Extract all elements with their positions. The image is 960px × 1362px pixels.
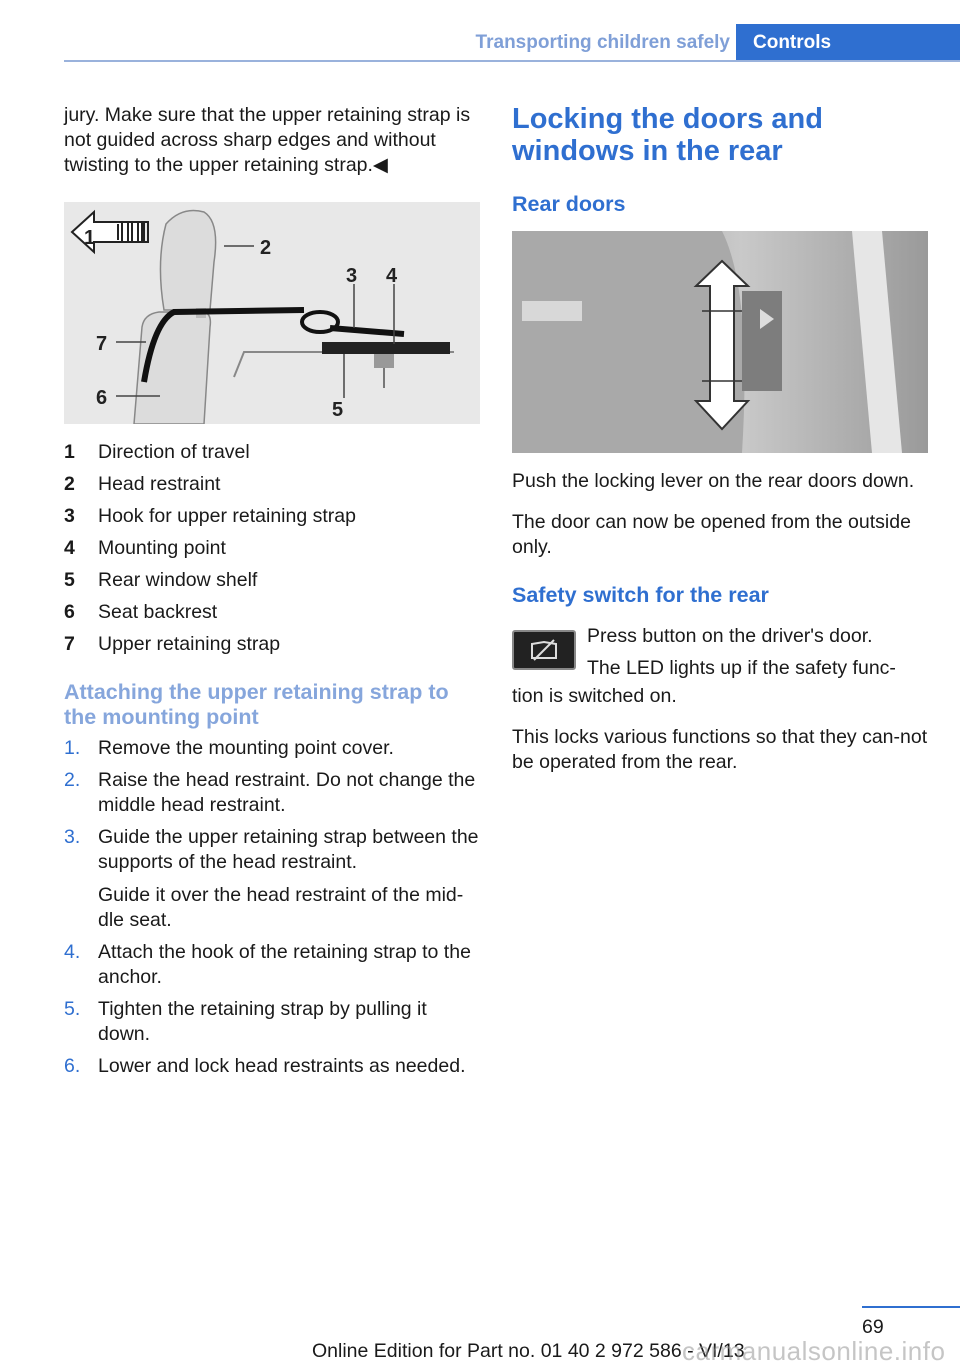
step-text: Raise the head restraint. Do not change the middle head restraint.	[98, 769, 476, 816]
rear-doors-paragraph-1: Push the locking lever on the rear doors down.	[512, 470, 915, 492]
attaching-steps-list	[64, 736, 482, 1079]
figure-legend	[64, 436, 482, 660]
legend-item	[64, 436, 482, 468]
section-title: Locking the doors and windows in the rear	[512, 103, 823, 167]
legend-text: Head restraint	[98, 473, 221, 495]
step-number: 4.	[64, 941, 81, 963]
figure-label-5: 5	[332, 399, 344, 421]
legend-text: Direction of travel	[98, 441, 250, 463]
legend-number: 3	[64, 505, 75, 527]
legend-number: 4	[64, 537, 75, 559]
legend-item	[64, 596, 482, 628]
running-header-tab: Controls	[736, 24, 960, 62]
step-text: Remove the mounting point cover.	[98, 737, 394, 759]
left-column	[64, 103, 482, 1086]
figure-label-6: 6	[96, 387, 108, 409]
header-rule	[64, 60, 960, 62]
window-lock-button-icon	[512, 630, 576, 670]
step-number: 6.	[64, 1055, 81, 1077]
step-text: Guide the upper retaining strap between the supports of the head restraint.	[98, 826, 479, 873]
legend-text: Hook for upper retaining strap	[98, 505, 356, 527]
figure-label-1: 1	[84, 227, 96, 249]
legend-number: 6	[64, 601, 75, 623]
step-text: Tighten the retaining strap by pulling it down.	[98, 998, 427, 1045]
step-item	[64, 1054, 482, 1079]
figure-label-3: 3	[346, 265, 358, 287]
legend-text: Mounting point	[98, 537, 226, 559]
child-seat-strap-figure	[64, 202, 480, 424]
legend-number: 2	[64, 473, 75, 495]
step-item	[64, 997, 482, 1047]
step-item	[64, 940, 482, 990]
step-item	[64, 768, 482, 818]
safety-switch-block	[512, 620, 932, 709]
figure-label-2: 2	[260, 237, 272, 259]
legend-item	[64, 468, 482, 500]
watermark: carmanualsonline.info	[682, 1336, 946, 1362]
safety-switch-line-1: Press button on the driver's door.	[587, 625, 873, 647]
rear-door-lock-photo	[512, 231, 928, 453]
rear-doors-paragraph-2: The door can now be opened from the outside only.	[512, 511, 911, 558]
step-text: Attach the hook of the retaining strap to the anchor.	[98, 941, 471, 988]
legend-number: 1	[64, 441, 75, 463]
step-text: Lower and lock head restraints as needed.	[98, 1055, 466, 1077]
footer-edition: Online Edition for Part no. 01 40 2 972 586 - VI/13	[312, 1340, 745, 1362]
step-text: Guide it over the head restraint of the mid‐dle seat.	[98, 884, 464, 931]
right-column	[512, 103, 932, 775]
intro-paragraph: jury. Make sure that the upper retaining strap is not guided across sharp edges and without twisting to the upper retaining strap.◀	[64, 104, 471, 176]
attaching-strap-subheading: Attaching the upper retaining strap to the mounting point	[64, 680, 449, 729]
legend-item	[64, 532, 482, 564]
rear-doors-heading: Rear doors	[512, 192, 626, 216]
step-item	[64, 825, 482, 933]
step-item	[64, 736, 482, 761]
safety-switch-line-3: tion is switched on.	[512, 685, 677, 707]
legend-text: Seat backrest	[98, 601, 218, 623]
running-header-section: Transporting children safely	[475, 32, 730, 53]
legend-text: Upper retaining strap	[98, 633, 281, 655]
legend-number: 5	[64, 569, 75, 591]
step-number: 1.	[64, 737, 81, 759]
step-number: 2.	[64, 769, 81, 791]
figure-label-4: 4	[386, 265, 398, 287]
footer-rule	[862, 1306, 960, 1308]
figure-label-7: 7	[96, 333, 108, 355]
legend-item	[64, 500, 482, 532]
legend-item	[64, 564, 482, 596]
step-number: 3.	[64, 826, 81, 848]
safety-switch-line-2: The LED lights up if the safety func‐	[587, 657, 896, 679]
step-number: 5.	[64, 998, 81, 1020]
page-number: 69	[862, 1316, 884, 1338]
legend-text: Rear window shelf	[98, 569, 258, 591]
legend-item	[64, 628, 482, 660]
legend-number: 7	[64, 633, 75, 655]
safety-switch-heading: Safety switch for the rear	[512, 583, 769, 607]
safety-switch-paragraph-2: This locks various functions so that they can‐not be operated from the rear.	[512, 726, 928, 773]
